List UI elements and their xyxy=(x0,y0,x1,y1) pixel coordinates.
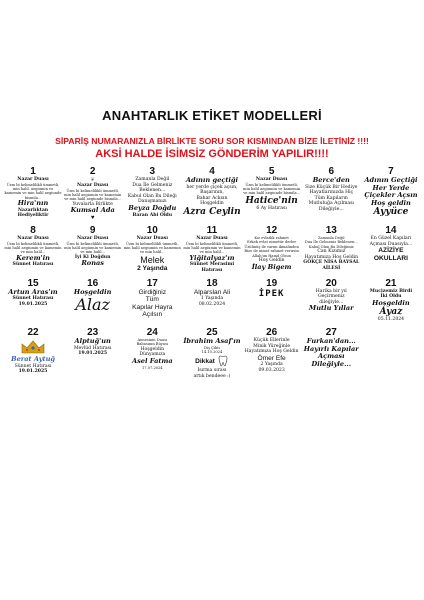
label-text: En Güzel Kapıları xyxy=(370,236,412,241)
label-name: Kumsal Ada xyxy=(70,206,115,215)
label-text: 1 Yaşında xyxy=(200,296,224,302)
warning-line-2: AKSİ HALDE İSİMSİZ GÖNDERİM YAPILIR!!!! xyxy=(95,148,329,160)
label-text: Mucizemiz Birdi xyxy=(369,288,413,294)
label-text: AİLESİ xyxy=(322,266,341,271)
label-text: Dünyamıza xyxy=(139,352,166,358)
label-text: Üzm bi kelimelilikli ümmetli, min halil aegiumin ve kamemin ve min halil... xyxy=(4,241,62,255)
label-name: İbrahim Asaf'ın xyxy=(183,336,241,345)
label-14 xyxy=(362,225,420,274)
label-number: 15 xyxy=(27,277,39,289)
label-text: Kabul Olan Bu Dileğimiz xyxy=(308,244,354,249)
label-text: Üzülmüş ile varım ikmalinden xyxy=(244,244,299,249)
label-text: 2 Yaşında xyxy=(260,362,283,368)
tooth-row xyxy=(183,354,241,368)
label-text: Yuvalarla Birlikte xyxy=(72,201,113,207)
label-text: Zamanla Değil xyxy=(135,177,170,182)
label-text: Allah'ım Hamd Olsun xyxy=(252,253,291,258)
label-text: Mevlüd Hatırası xyxy=(73,345,112,351)
label-name: Azra Ceylin xyxy=(183,206,241,217)
label-text: Baran Abi Oldu xyxy=(132,212,173,218)
label-number: 27 xyxy=(325,326,337,338)
label-name: Mutlu Yıllar xyxy=(308,304,354,313)
label-text: 08.02.2024 xyxy=(198,301,226,307)
label-text: Adının Geçtiği xyxy=(364,176,418,184)
label-text: Mutluluğa Açılması xyxy=(308,201,354,207)
label-text: Nazar Duası xyxy=(136,236,169,241)
label-text: 14.10.2024 xyxy=(201,349,223,354)
label-text: Hoşgeldin xyxy=(140,346,165,352)
label-text: 05.11.2024 xyxy=(377,317,405,323)
label-text: Size Küçük Bir Hediye xyxy=(305,184,358,190)
label-number: 23 xyxy=(87,326,99,338)
label-text: Nazar Duası xyxy=(196,236,228,241)
label-text: Çiçekler Açsın xyxy=(364,191,418,200)
label-number: 10 xyxy=(146,225,158,236)
label-name: Alaz xyxy=(75,295,110,315)
label-text: Isırma sırası xyxy=(197,368,227,374)
label-27 xyxy=(302,327,360,380)
label-text: Üzm bi kelimelilikli ümmetli, min halil aegiumin ve kamemin ve min halil... xyxy=(123,241,181,255)
label-number: 11 xyxy=(206,225,218,236)
label-name: Alptuğ'un xyxy=(74,336,111,345)
label-text: Nazarlıktan Hediyeliktir xyxy=(17,207,49,219)
label-text: Hoşgeldin xyxy=(73,287,112,296)
label-row xyxy=(4,166,420,221)
label-text: Üzm bi kelimelilikli ümmetli, min halil aegiumin ve kamemin ve min halil... xyxy=(183,241,241,255)
label-spacer xyxy=(362,327,420,380)
label-text: Sünnet Hatırası xyxy=(14,363,52,369)
label-text: Üzm bi kelimelilikli ümmetli, min halil aegiumin ve kamemin ve min halil aegiunde bismila... xyxy=(243,182,301,196)
label-text: Erkek evlat nimettir derler xyxy=(247,240,297,245)
warning-line-1: SİPARİŞ NUMARANIZLA BİRLİKTE SORU SOR KISMINDAN BİZE İLETİNİZ !!!! xyxy=(55,136,369,146)
label-text: Sünnet Merasimi Hatırası xyxy=(189,262,235,273)
label-1 xyxy=(4,166,62,221)
label-text: Tüm Kapıların xyxy=(314,195,348,201)
label-text: Hoşgeldin xyxy=(372,298,410,307)
label-text: 17.07.2024 xyxy=(142,365,163,370)
label-text: Nazar Duası xyxy=(255,177,288,182)
label-text: Dileğiyle... xyxy=(318,206,344,212)
label-12 xyxy=(243,225,301,274)
label-name: Ayaz xyxy=(379,307,403,318)
label-text: her yerde çiçek açsın, xyxy=(186,184,238,190)
label-text: Üzm bi kelimelilikli ümmetli, min halil aegiumin ve kamemin ve min halil... xyxy=(64,241,122,255)
label-3 xyxy=(123,166,181,221)
label-name: GÖKÇE NİSA BAYSAL xyxy=(303,260,360,266)
label-text: artık bendeee :) xyxy=(193,373,231,379)
label-name: Melek xyxy=(140,254,165,265)
label-10 xyxy=(123,225,181,274)
label-text: 2 Yaşında xyxy=(137,264,168,272)
label-text: Açılsın xyxy=(142,311,163,319)
label-name: Artun Aras'ın xyxy=(8,287,58,296)
label-number: 2 xyxy=(89,166,96,177)
label-13 xyxy=(302,225,360,274)
label-text: Bize de nimet rahmet verirsin xyxy=(244,249,299,254)
label-number: 4 xyxy=(209,166,215,177)
label-text: Harika bir yıl xyxy=(315,288,347,294)
label-text: İyi Ki Doğdun xyxy=(74,254,111,260)
label-6 xyxy=(302,166,360,221)
label-text: OKULLARI xyxy=(373,254,408,262)
label-25 xyxy=(183,327,241,380)
label-name: Berat Aytuğ xyxy=(11,354,55,363)
label-text: Kapılar Hayra xyxy=(132,303,173,311)
label-text: Nazar Duası xyxy=(17,177,49,182)
label-name: Furkan'dan... xyxy=(306,336,356,345)
label-text: Üzm bi kelimelilikli ümmetli, min halil. aegiumin ve kamemin ve min halil aegiunde bismila... xyxy=(4,182,62,200)
label-number: 3 xyxy=(149,166,156,177)
label-text: Nazar Duası xyxy=(76,236,109,241)
label-11 xyxy=(183,225,241,274)
label-text: İki Oldu xyxy=(380,294,402,300)
label-text: Sünnet Hatırası xyxy=(12,296,54,302)
label-text: Tüm xyxy=(145,296,159,304)
label-name: AZİZİYE xyxy=(378,247,404,255)
label-text: Kabul Olan Bu Dileği xyxy=(127,193,177,199)
label-text: Hoş Geldin xyxy=(258,258,285,264)
label-name: Hatice'nin xyxy=(245,195,298,206)
label-name: Asel Fatma xyxy=(131,356,173,365)
label-text: Dua İle Gelmeniz Beklenen... xyxy=(304,240,358,245)
label-number: 18 xyxy=(206,277,218,289)
label-name: Ronas xyxy=(81,259,104,268)
label-text: Girdiğiniz xyxy=(138,288,167,296)
label-8 xyxy=(4,225,62,274)
label-name: Hira'nın xyxy=(17,199,49,208)
label-text: Başarının, xyxy=(200,190,224,196)
label-text: dileğiyle... xyxy=(319,299,344,305)
label-text: Nazar Duası xyxy=(17,236,49,241)
label-row xyxy=(4,327,420,380)
label-number: 6 xyxy=(328,166,335,177)
label-text: 6 Ay Hatırası xyxy=(256,205,287,211)
label-name: Yiğitalyaz'ın xyxy=(189,253,235,262)
label-number: 20 xyxy=(325,277,337,289)
label-text: Dua İle Gelmeniz Beklenen... xyxy=(132,182,173,194)
page-title: ANAHTARLIK ETİKET MODELLERİ xyxy=(102,108,322,123)
label-text: Babasının Rüyası xyxy=(136,342,168,347)
label-4 xyxy=(183,166,241,221)
label-number: 24 xyxy=(146,326,158,338)
label-text: Bahar Acksın xyxy=(196,195,228,201)
label-text: 19.01.2025 xyxy=(18,301,48,307)
label-number: 22 xyxy=(27,326,39,338)
label-text: Hayatımıza Hoş Geldin xyxy=(304,254,359,260)
label-text: Dileğiyle... xyxy=(311,359,352,368)
label-text: Açması Duasıyla... xyxy=(369,241,413,247)
label-20 xyxy=(302,278,360,323)
label-text: Diş Çıktı xyxy=(204,345,220,350)
label-name: Alparslan Ali xyxy=(193,288,231,296)
heart-icon: ♥ xyxy=(90,215,95,221)
label-number: 9 xyxy=(89,225,96,236)
label-row xyxy=(4,225,420,274)
label-9 xyxy=(64,225,122,274)
label-number: 12 xyxy=(266,225,278,236)
ornament-icon: ❦ xyxy=(90,177,95,183)
label-name: İlay Bigem xyxy=(251,262,292,271)
label-5 xyxy=(243,166,301,221)
label-text: Adının geçtiği xyxy=(185,176,239,184)
label-16 xyxy=(64,278,122,323)
tooth-icon xyxy=(217,354,229,368)
label-name: Beyza Doğdu xyxy=(128,203,177,212)
label-text: Dikkat xyxy=(195,357,215,365)
label-number: 21 xyxy=(385,277,397,289)
label-24 xyxy=(123,327,181,380)
label-21 xyxy=(362,278,420,323)
label-name: Ömer Efe xyxy=(257,354,286,362)
label-text: Minik Yüreğinle xyxy=(253,343,291,349)
label-text: 09.03.2023 xyxy=(258,367,285,373)
label-text: Can Kızımız xyxy=(317,249,346,255)
label-row xyxy=(4,278,420,323)
label-17 xyxy=(123,278,181,323)
label-number: 8 xyxy=(30,225,36,236)
label-text: Zamanla Değil xyxy=(318,236,345,240)
label-text: Açması xyxy=(317,352,345,361)
label-grid xyxy=(4,166,420,384)
label-26 xyxy=(243,327,301,380)
label-23 xyxy=(64,327,122,380)
label-number: 25 xyxy=(206,326,218,338)
label-number: 1 xyxy=(30,166,36,177)
label-text: Hayırlı Kapılar xyxy=(303,344,359,353)
label-name: Berce'den xyxy=(312,176,350,184)
crown-icon xyxy=(4,339,62,355)
label-text: Danışmanızı xyxy=(138,199,167,205)
label-18 xyxy=(183,278,241,323)
label-text: 19.01.2025 xyxy=(78,351,108,357)
label-2 xyxy=(64,166,122,221)
label-text: Geçirmeniz xyxy=(318,294,345,300)
label-text: Annesinin Duası xyxy=(137,337,168,342)
label-15 xyxy=(4,278,62,323)
label-text: Hoş geldin xyxy=(371,198,411,207)
label-name: Kerem'in xyxy=(16,253,50,262)
label-name: Ayyüce xyxy=(373,207,409,218)
label-number: 19 xyxy=(266,277,278,289)
label-text: Küçük Ellerinle xyxy=(253,337,290,343)
label-text: Nazar Duası xyxy=(76,183,109,188)
label-number: 14 xyxy=(385,225,397,236)
label-number: 13 xyxy=(325,225,337,236)
label-19 xyxy=(243,278,301,323)
label-text: Her Yerde xyxy=(372,183,410,192)
label-text: Hayatımıza Hoş Geldin xyxy=(244,349,299,355)
label-text: 19.01.2025 xyxy=(18,369,48,375)
label-text: Sünnet Hatırası xyxy=(12,262,54,268)
label-number: 7 xyxy=(388,166,394,177)
label-text: Hoşgeldin xyxy=(200,201,224,207)
label-number: 26 xyxy=(266,326,278,338)
label-text: Üzm bi kelimelilikli ümmetli, min halil aegiumin ve kamemin ve min halil aegiunde bismila... xyxy=(64,188,122,202)
label-text: Kız evlatlık rahmet xyxy=(254,236,289,240)
label-name: İPEK xyxy=(258,288,285,299)
label-number: 17 xyxy=(146,277,158,289)
label-22 xyxy=(4,327,62,380)
label-text: Hayatlarınızda Hiç xyxy=(309,190,354,196)
label-7 xyxy=(362,166,420,221)
label-number: 16 xyxy=(87,277,99,289)
label-number: 5 xyxy=(268,166,275,177)
